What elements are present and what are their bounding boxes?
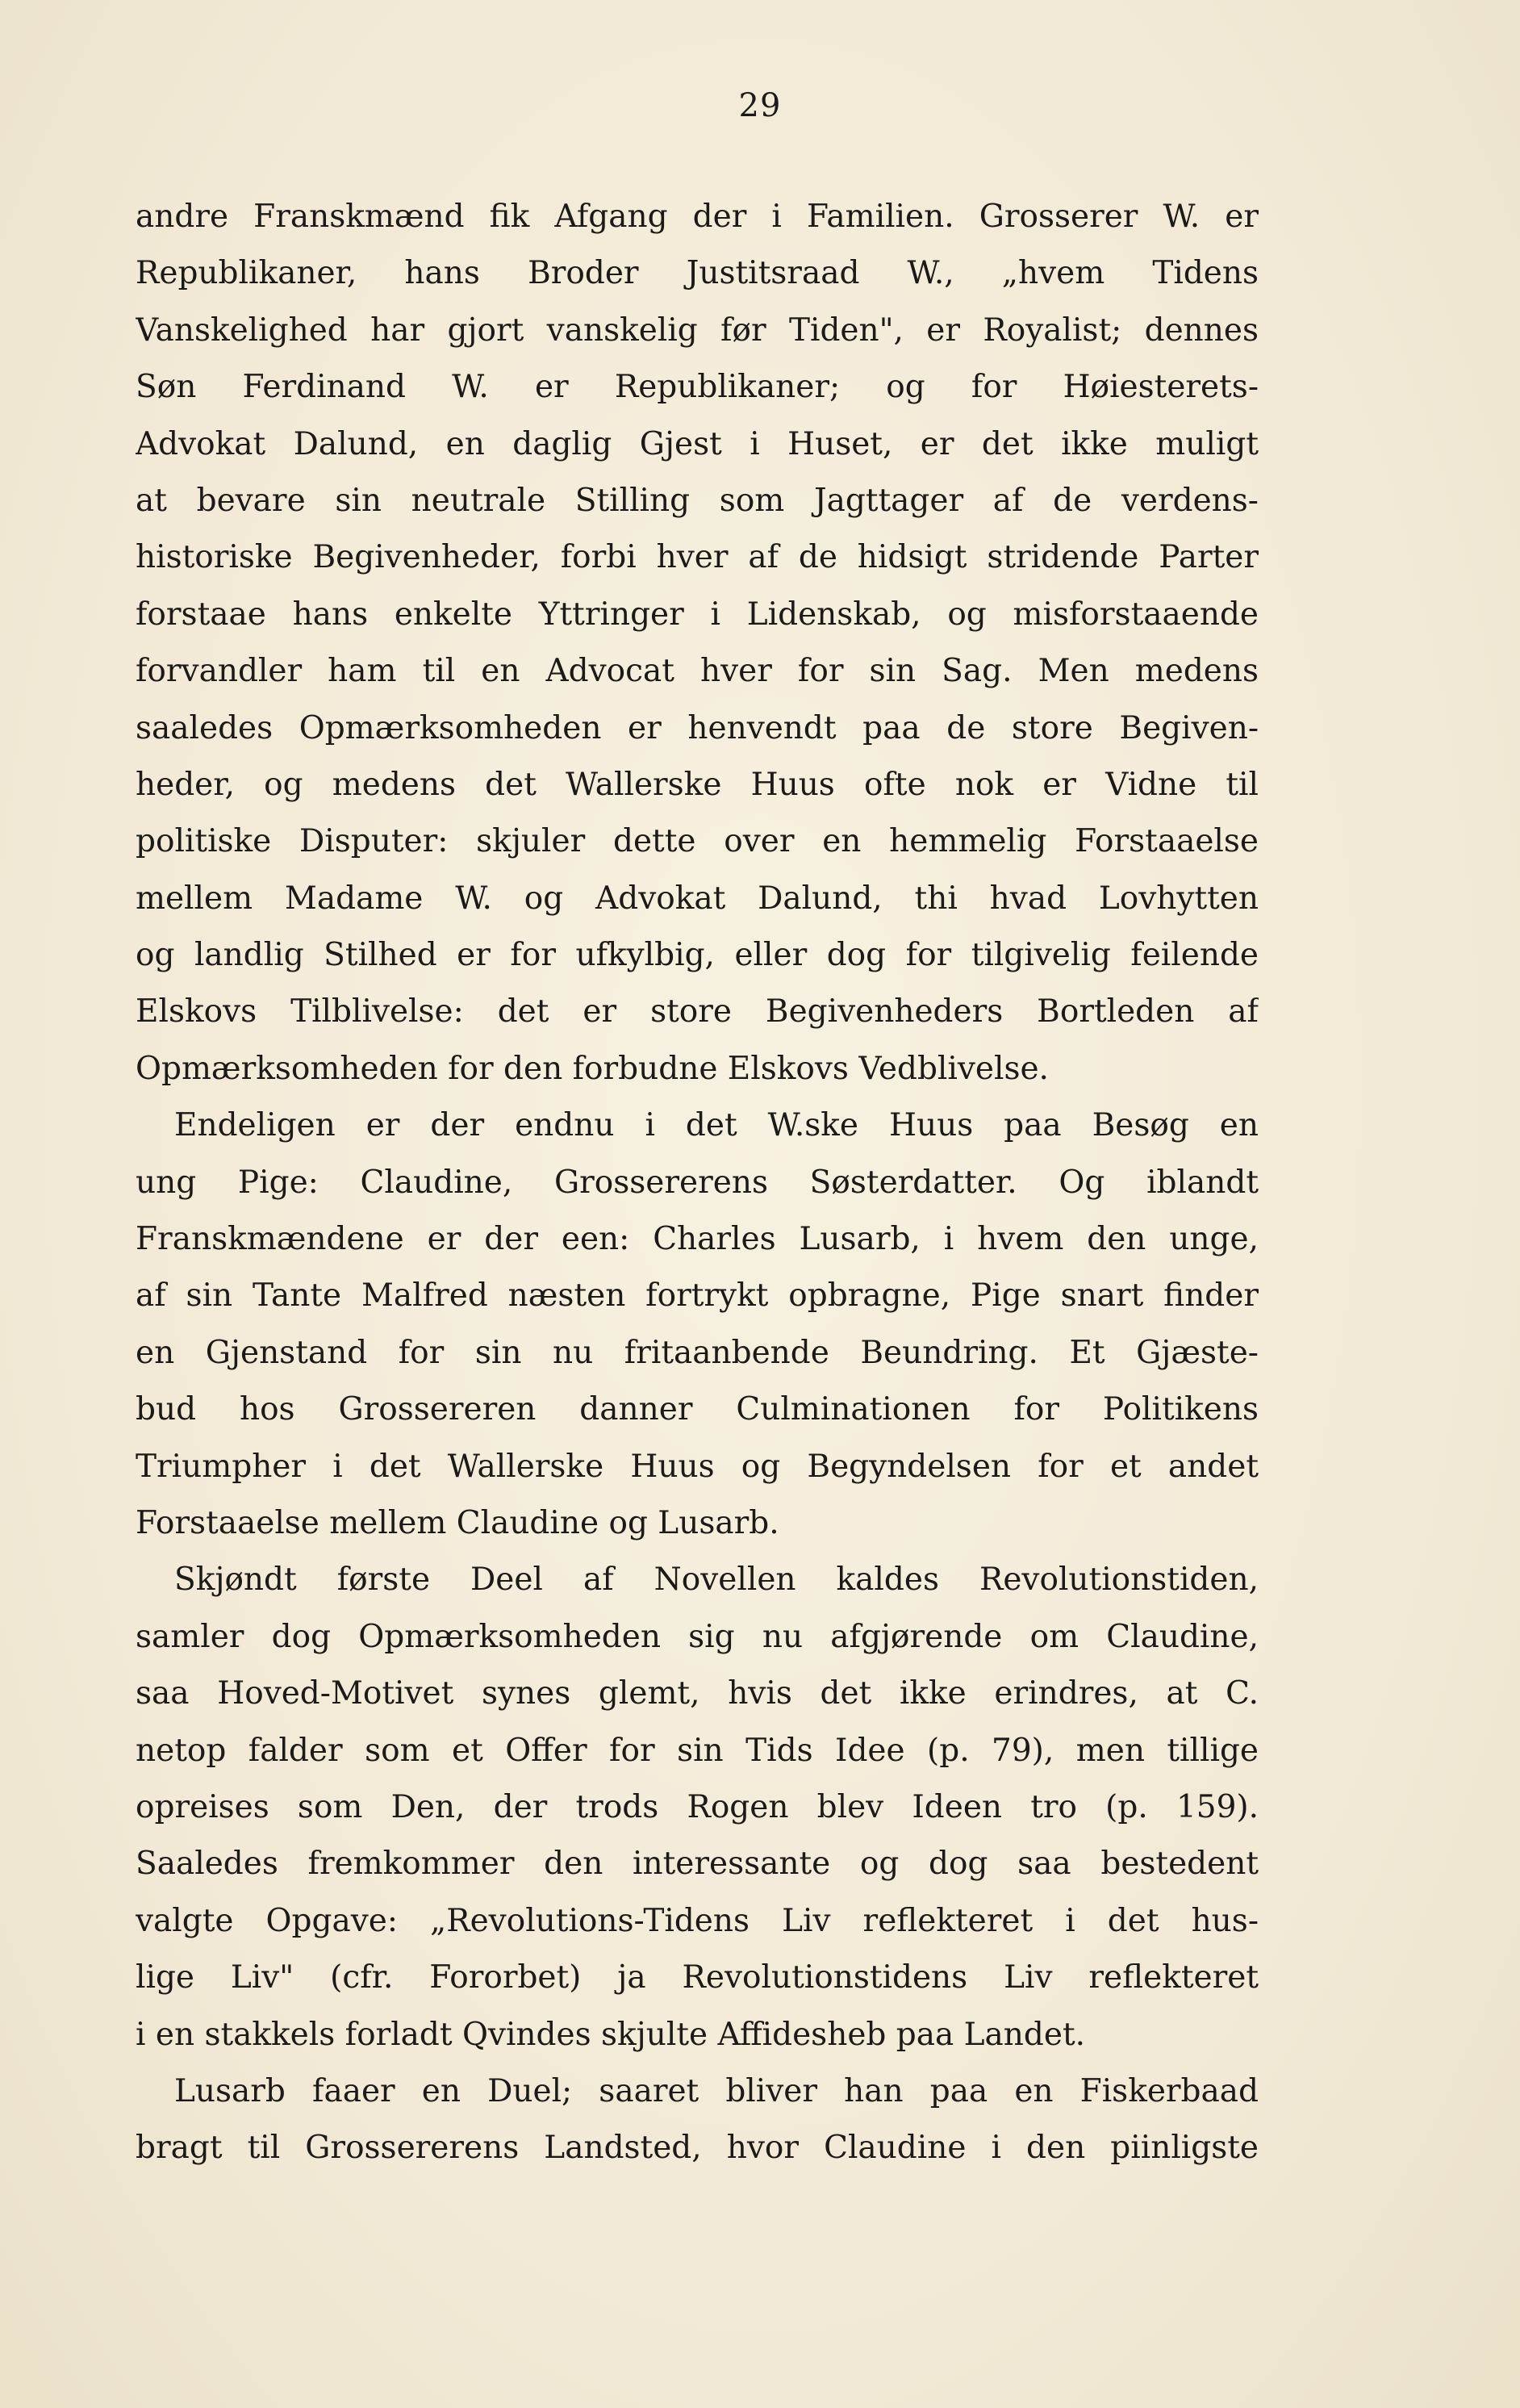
text-line: Franskmændene er der een: Charles Lusarb, i hvem den unge,	[136, 1221, 1259, 1258]
text-line: saaledes Opmærksomheden er henvendt paa de store Begiven-	[136, 709, 1259, 746]
text-line: Republikaner, hans Broder Justitsraad W., „hvem Tidens	[136, 255, 1259, 292]
text-line: i en stakkels forladt Qvindes skjulte Affidesheb paa Landet.	[136, 2016, 1086, 2053]
text-line: opreises som Den, der trods Rogen blev Ideen tro (p. 159).	[136, 1788, 1259, 1825]
text-line: forvandler ham til en Advocat hver for sin Sag. Men medens	[136, 653, 1259, 690]
text-line: historiske Begivenheder, forbi hver af de hidsigt stridende Parter	[136, 539, 1259, 576]
text-line: saa Hoved-Motivet synes glemt, hvis det ikke erindres, at C.	[136, 1675, 1259, 1712]
body-text	[136, 189, 1259, 2177]
text-line: andre Franskmænd fik Afgang der i Familien. Grosserer W. er	[136, 199, 1259, 235]
page-number: 29	[738, 87, 782, 124]
text-line: Endeligen er der endnu i det W.ske Huus paa Besøg en	[174, 1107, 1259, 1144]
text-line: heder, og medens det Wallerske Huus ofte nok er Vidne til	[136, 766, 1259, 803]
text-line: lige Liv" (cfr. Fororbet) ja Revolutionstidens Liv reflekteret	[136, 1959, 1259, 1996]
text-line: Saaledes fremkommer den interessante og dog saa bestedent	[136, 1846, 1259, 1883]
text-line: af sin Tante Malfred næsten fortrykt opbragne, Pige snart finder	[136, 1277, 1259, 1315]
text-line: netop falder som et Offer for sin Tids Idee (p. 79), men tillige	[136, 1732, 1259, 1769]
text-line: forstaae hans enkelte Yttringer i Lidenskab, og misforstaaende	[136, 596, 1259, 633]
text-line: at bevare sin neutrale Stilling som Jagttager af de verdens-	[136, 482, 1259, 519]
text-line: Triumpher i det Wallerske Huus og Begyndelsen for et andet	[136, 1448, 1259, 1485]
text-line: Elskovs Tilblivelse: det er store Begivenheders Bortleden af	[136, 993, 1259, 1031]
text-line: Forstaaelse mellem Claudine og Lusarb.	[136, 1504, 779, 1541]
text-line: ung Pige: Claudine, Grossererens Søsterdatter. Og iblandt	[136, 1164, 1259, 1201]
text-line: Opmærksomheden for den forbudne Elskovs Vedblivelse.	[136, 1050, 1049, 1087]
text-line: Vanskelighed har gjort vanskelig før Tiden", er Royalist; dennes	[136, 311, 1259, 349]
text-line: mellem Madame W. og Advokat Dalund, thi hvad Lovhytten	[136, 880, 1259, 917]
text-line: bud hos Grossereren danner Culminationen for Politikens	[136, 1391, 1259, 1428]
text-line: Skjøndt første Deel af Novellen kaldes Revolutionstiden,	[174, 1561, 1259, 1599]
text-line: politiske Disputer: skjuler dette over en hemmelig Forstaaelse	[136, 823, 1259, 860]
text-line: og landlig Stilhed er for ufkylbig, eller dog for tilgivelig feilende	[136, 937, 1259, 974]
text-line: samler dog Opmærksomheden sig nu afgjørende om Claudine,	[136, 1618, 1259, 1655]
text-line: en Gjenstand for sin nu fritaanbende Beundring. Et Gjæste-	[136, 1334, 1259, 1371]
text-line: valgte Opgave: „Revolutions-Tidens Liv reflekteret i det hus-	[136, 1902, 1259, 1939]
text-line: bragt til Grossererens Landsted, hvor Claudine i den piinligste	[136, 2130, 1259, 2167]
text-line: Lusarb faaer en Duel; saaret bliver han paa en Fiskerbaad	[174, 2072, 1259, 2109]
text-line: Søn Ferdinand W. er Republikaner; og for Høiesterets-	[136, 369, 1259, 406]
text-line: Advokat Dalund, en daglig Gjest i Huset, er det ikke muligt	[136, 425, 1259, 462]
